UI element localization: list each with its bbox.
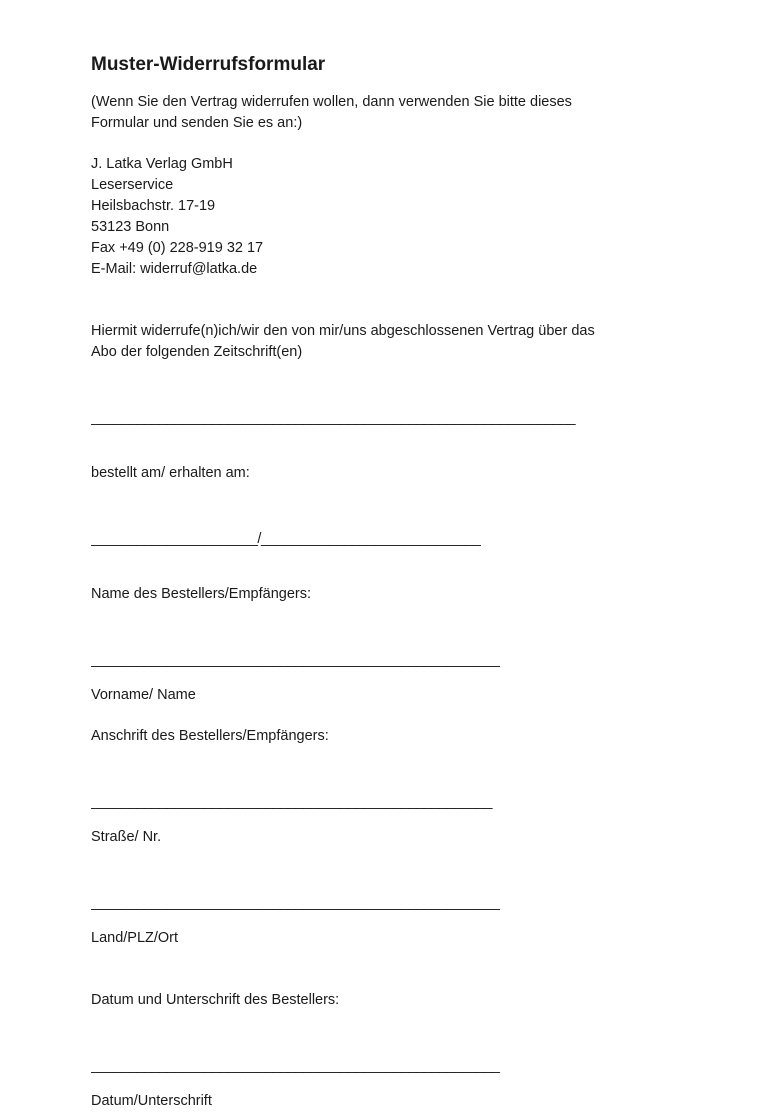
city-blank-line: ______________________________________________________ <box>91 894 500 911</box>
withdrawal-form <box>91 52 731 1112</box>
street-caption: Straße/ Nr. <box>91 829 162 845</box>
address-city: 53123 Bonn <box>91 219 170 235</box>
ordered-label: bestellt am/ erhalten am: <box>91 465 250 481</box>
magazine-blank-line: ________________________________________________________________ <box>91 409 576 426</box>
street-blank-line: _____________________________________________________ <box>91 793 492 810</box>
signature-blank-line: ______________________________________________________ <box>91 1057 500 1074</box>
city-caption: Land/PLZ/Ort <box>91 930 179 946</box>
address-fax: Fax +49 (0) 228-919 32 17 <box>91 240 264 256</box>
name-label: Name des Bestellers/Empfängers: <box>91 586 312 602</box>
name-blank-line: ______________________________________________________ <box>91 651 500 668</box>
signature-label: Datum und Unterschrift des Bestellers: <box>91 992 340 1008</box>
name-caption: Vorname/ Name <box>91 687 196 703</box>
statement-text: Hiermit widerrufe(n)ich/wir den von mir/uns abgeschlossenen Vertrag über das <box>91 323 595 339</box>
recipient-address <box>91 154 731 280</box>
address-label: Anschrift des Bestellers/Empfängers: <box>91 728 329 744</box>
address-email: E-Mail: widerruf@latka.de <box>91 261 258 277</box>
statement-text: Abo der folgenden Zeitschrift(en) <box>91 344 303 360</box>
intro-text: Formular und senden Sie es an:) <box>91 115 303 131</box>
form-title: Muster-Widerrufsformular <box>91 54 326 75</box>
intro-text: (Wenn Sie den Vertrag widerrufen wollen, dann verwenden Sie bitte dieses <box>91 94 572 110</box>
ordered-blank-line: ______________________/_____________________________ <box>91 530 481 547</box>
address-department: Leserservice <box>91 177 174 193</box>
address-street: Heilsbachstr. 17-19 <box>91 198 216 214</box>
signature-caption: Datum/Unterschrift <box>91 1093 212 1109</box>
address-company: J. Latka Verlag GmbH <box>91 156 233 172</box>
